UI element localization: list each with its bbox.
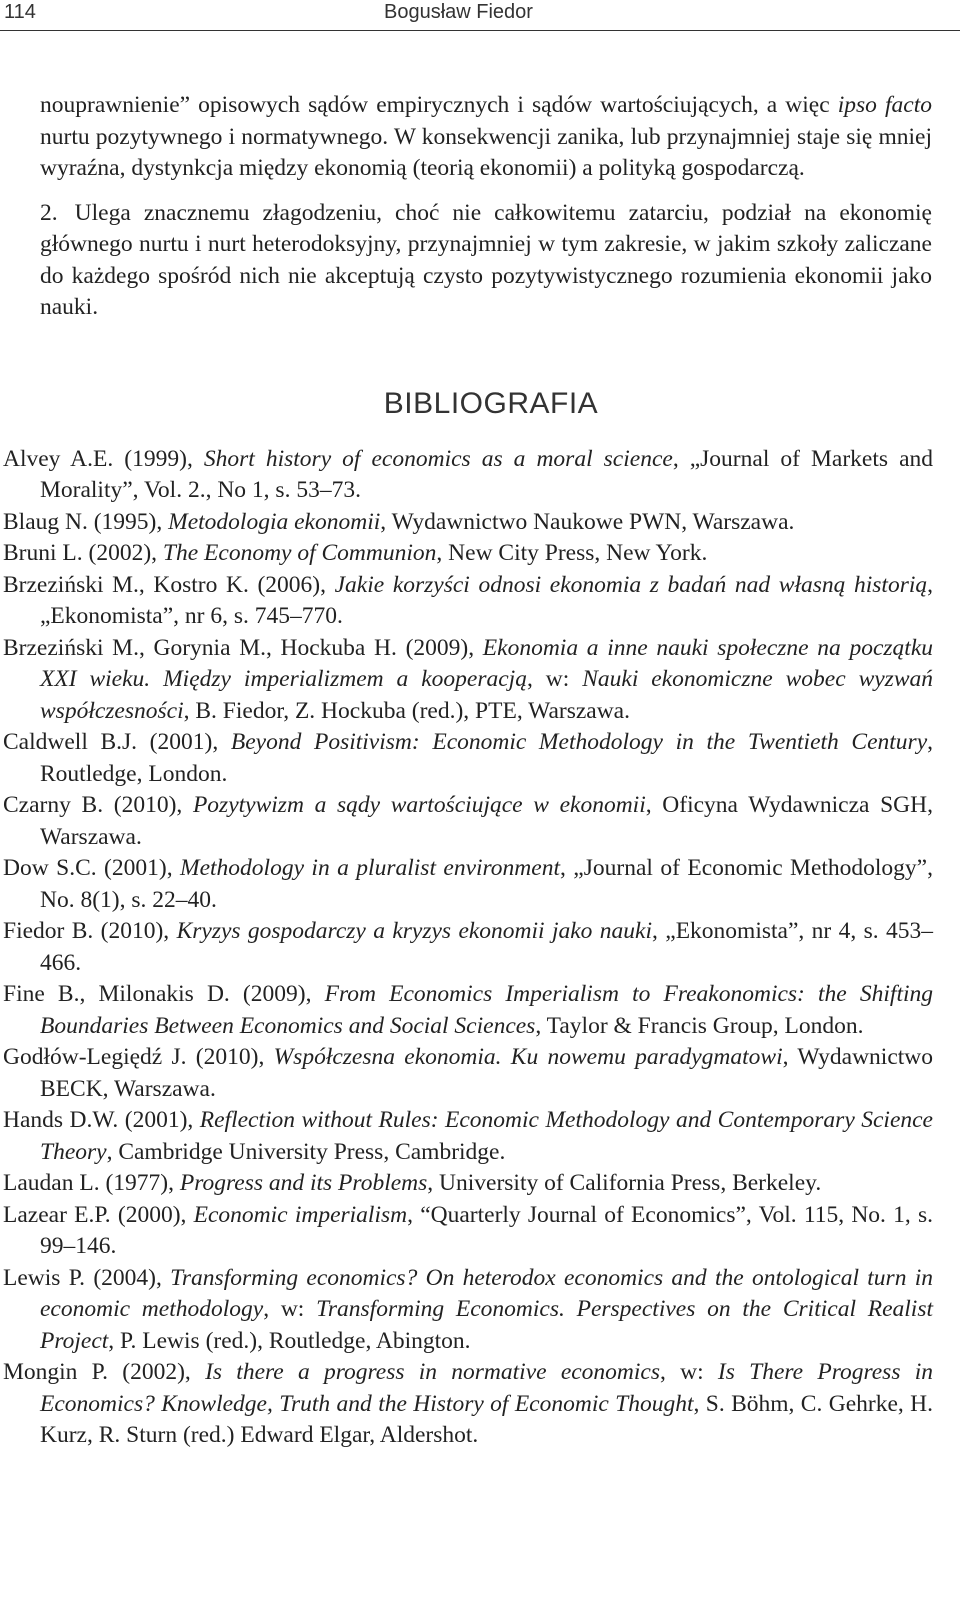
paragraph-continuation: nouprawnienie” opisowych sądów empirycznych i sądów wartościujących, a więc ipso facto nurtu pozytywnego i normatywnego. W konsekwencji zanika, lub przynajmniej staje się mniej wyraźna, dystynkcja między ekonomią (teorią ekonomii) a polityką gospodarczą. <box>40 92 932 181</box>
bibliography-entry: Brzeziński M., Kostro K. (2006), Jakie korzyści odnosi ekonomia z badań nad własną historią, „Ekonomista”, nr 6, s. 745–770. <box>3 571 934 629</box>
page-content <box>3 90 934 1452</box>
bibliography-entry: Bruni L. (2002), The Economy of Communion, New City Press, New York. <box>3 540 708 566</box>
bibliography-entry: Fiedor B. (2010), Kryzys gospodarczy a kryzys ekonomii jako nauki, „Ekonomista”, nr 4, s. 453–466. <box>3 918 933 976</box>
bibliography-entry: Lazear E.P. (2000), Economic imperialism, “Quarterly Journal of Economics”, Vol. 115, No. 1, s. 99–146. <box>3 1201 934 1259</box>
bibliography-entry: Hands D.W. (2001), Reflection without Rules: Economic Methodology and Contemporary Science Theory, Cambridge University Press, Cambridge. <box>3 1107 933 1165</box>
bibliography-entry: Blaug N. (1995), Metodologia ekonomii, Wydawnictwo Naukowe PWN, Warszawa. <box>3 508 795 535</box>
bibliography-entry: Alvey A.E. (1999), Short history of economics as a moral science, „Journal of Markets and Morality”, Vol. 2., No 1, s. 53–73. <box>3 445 933 503</box>
point-number: 2. <box>40 199 58 226</box>
page-number: 114 <box>4 1 36 23</box>
running-head: Bogusław Fiedor <box>384 1 533 23</box>
bibliography-entry: Brzeziński M., Gorynia M., Hockuba H. (2009), Ekonomia a inne nauki społeczne na początku XXI wieku. Między imperializmem a kooperacją, w: Nauki ekonomiczne wobec wyzwań współczesności, B. Fiedor, Z. Hockuba (red.), PTE, Warszawa. <box>3 634 934 724</box>
page-header <box>0 0 960 31</box>
point-text: Ulega znacznemu złagodzeniu, choć nie całkowitemu zatarciu, podział na ekonomię głównego nurtu i nurt heterodoksyjny, przynajmniej w tym zakresie, w jakim szkoły zaliczane do każdego spośród nich nie akceptują czysto pozytywistycznego rozumienia ekonomii jako nauki. <box>40 199 932 320</box>
section-title: BIBLIOGRAFIA <box>383 386 599 420</box>
bibliography-entry: Lewis P. (2004), Transforming economics? On heterodox economics and the ontological turn in economic methodology, w: Transforming Economics. Perspectives on the Critical Realist Project, P. Lewis (red.), Routledge, Abington. <box>3 1264 933 1354</box>
bibliography-list <box>3 444 933 1452</box>
bibliography-entry: Mongin P. (2002), Is there a progress in normative economics, w: Is There Progress in Economics? Knowledge, Truth and the History of Economic Thought, S. Böhm, C. Gehrke, H. Kurz, R. Sturn (red.) Edward Elgar, Aldershot. <box>3 1359 934 1448</box>
numbered-point-2 <box>40 198 932 324</box>
bibliography-entry: Czarny B. (2010), Pozytywizm a sądy wartościujące w ekonomii, Oficyna Wydawnicza SGH, Warszawa. <box>3 792 934 850</box>
bibliography-entry: Laudan L. (1977), Progress and its Problems, University of California Press, Berkeley. <box>3 1170 822 1196</box>
bibliography-entry: Fine B., Milonakis D. (2009), From Economics Imperialism to Freakonomics: the Shifting Boundaries Between Economics and Social Sciences, Taylor & Francis Group, London. <box>3 981 934 1039</box>
bibliography-entry: Dow S.C. (2001), Methodology in a pluralist environment, „Journal of Economic Methodology”, No. 8(1), s. 22–40. <box>3 855 933 913</box>
bibliography-entry: Godłów-Legiędź J. (2010), Współczesna ekonomia. Ku nowemu paradygmatowi, Wydawnictwo BECK, Warszawa. <box>3 1044 933 1102</box>
bibliography-entry: Caldwell B.J. (2001), Beyond Positivism: Economic Methodology in the Twentieth Century, Routledge, London. <box>3 729 933 787</box>
